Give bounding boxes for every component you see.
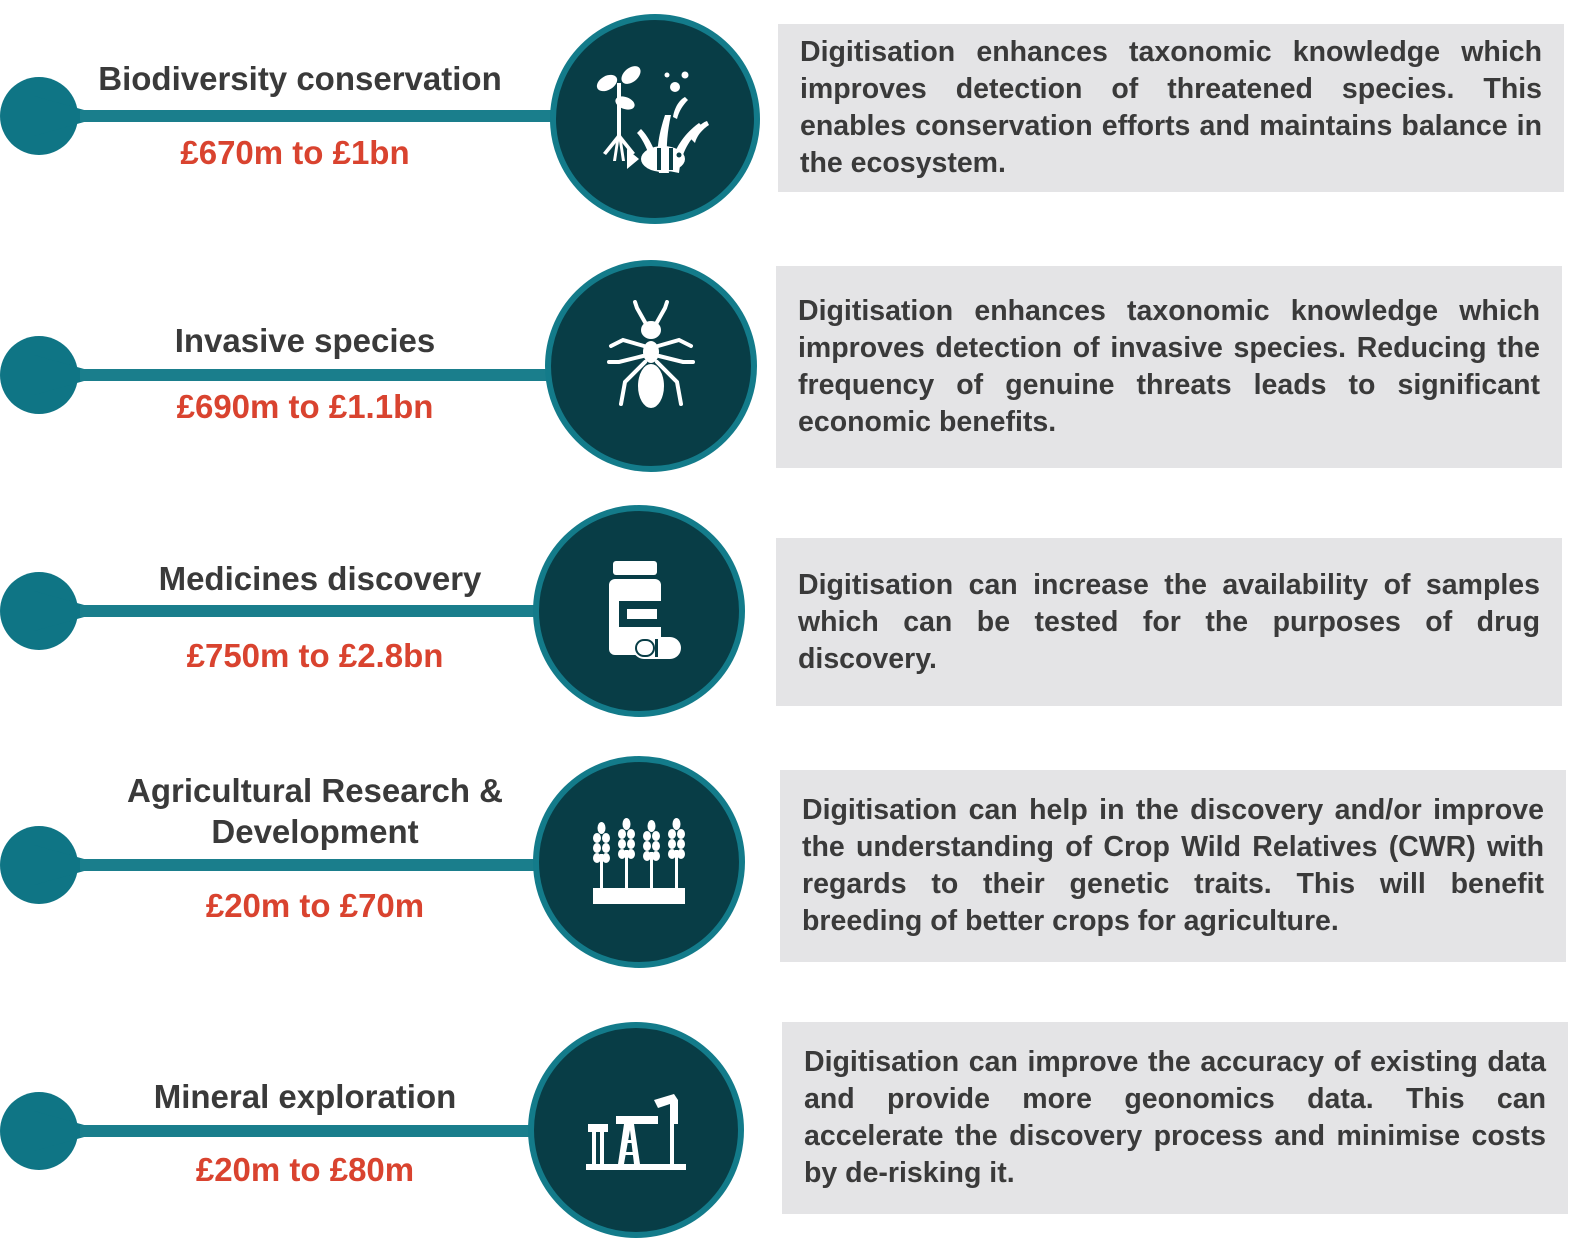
timeline-connector [80,605,550,617]
oil-pump-jack-icon [570,1064,702,1196]
benefit-description: Digitisation enhances taxonomic knowledge which improves detection of threatened species. This enables conservation efforts and maintains balance in the ecosystem. [800,36,1542,179]
medicine-bottle-pill-icon [573,545,705,677]
benefit-icon-circle [550,14,760,224]
benefit-row-mineral-exploration [0,1010,1589,1255]
benefit-row-biodiversity [0,0,1589,240]
timeline-connector [80,369,560,381]
benefit-icon-circle [528,1022,744,1238]
benefit-row-agricultural-rd [0,740,1589,990]
description-box [780,770,1566,962]
benefit-title: Medicines discovery [158,560,482,597]
benefit-description: Digitisation can increase the availability of samples which can be tested for the purposes of drug discovery. [798,568,1540,675]
timeline-connector [80,110,560,122]
benefit-title: Biodiversity conservation [98,60,502,97]
benefit-value: £20m to £70m [205,887,425,924]
benefit-title: Agricultural Research & Development [127,772,503,850]
benefit-icon-circle [533,505,745,717]
timeline-connector [80,859,550,871]
description-box [782,1022,1568,1214]
benefit-value: £690m to £1.1bn [176,388,434,425]
benefit-title: Invasive species [174,322,436,359]
benefit-title: Mineral exploration [153,1078,457,1115]
benefit-description: Digitisation can improve the accuracy of existing data and provide more geonomics data. This can accelerate the discovery process and minimise costs by de-risking it. [804,1046,1546,1189]
plant-and-coral-fish-icon [589,53,721,185]
benefit-row-medicines-discovery [0,500,1589,730]
description-box [776,538,1562,706]
benefit-value: £750m to £2.8bn [186,637,444,674]
benefit-icon-circle [545,260,757,472]
wheat-crops-icon [573,796,705,928]
description-box [778,24,1564,192]
timeline-connector [80,1125,550,1137]
benefit-value: £670m to £1bn [180,134,410,171]
benefit-icon-circle [533,756,745,968]
description-box [776,266,1562,468]
benefit-value: £20m to £80m [195,1151,415,1188]
ant-icon [585,300,717,432]
benefit-description: Digitisation enhances taxonomic knowledge which improves detection of invasive species. Reducing the frequency of genuine threats leads to significant economic benefits. [798,295,1540,438]
benefit-description: Digitisation can help in the discovery and/or improve the understanding of Crop Wild Relatives (CWR) with regards to their genetic traits. This will benefit breeding of better crops for agriculture. [802,794,1544,937]
benefit-row-invasive-species [0,250,1589,490]
